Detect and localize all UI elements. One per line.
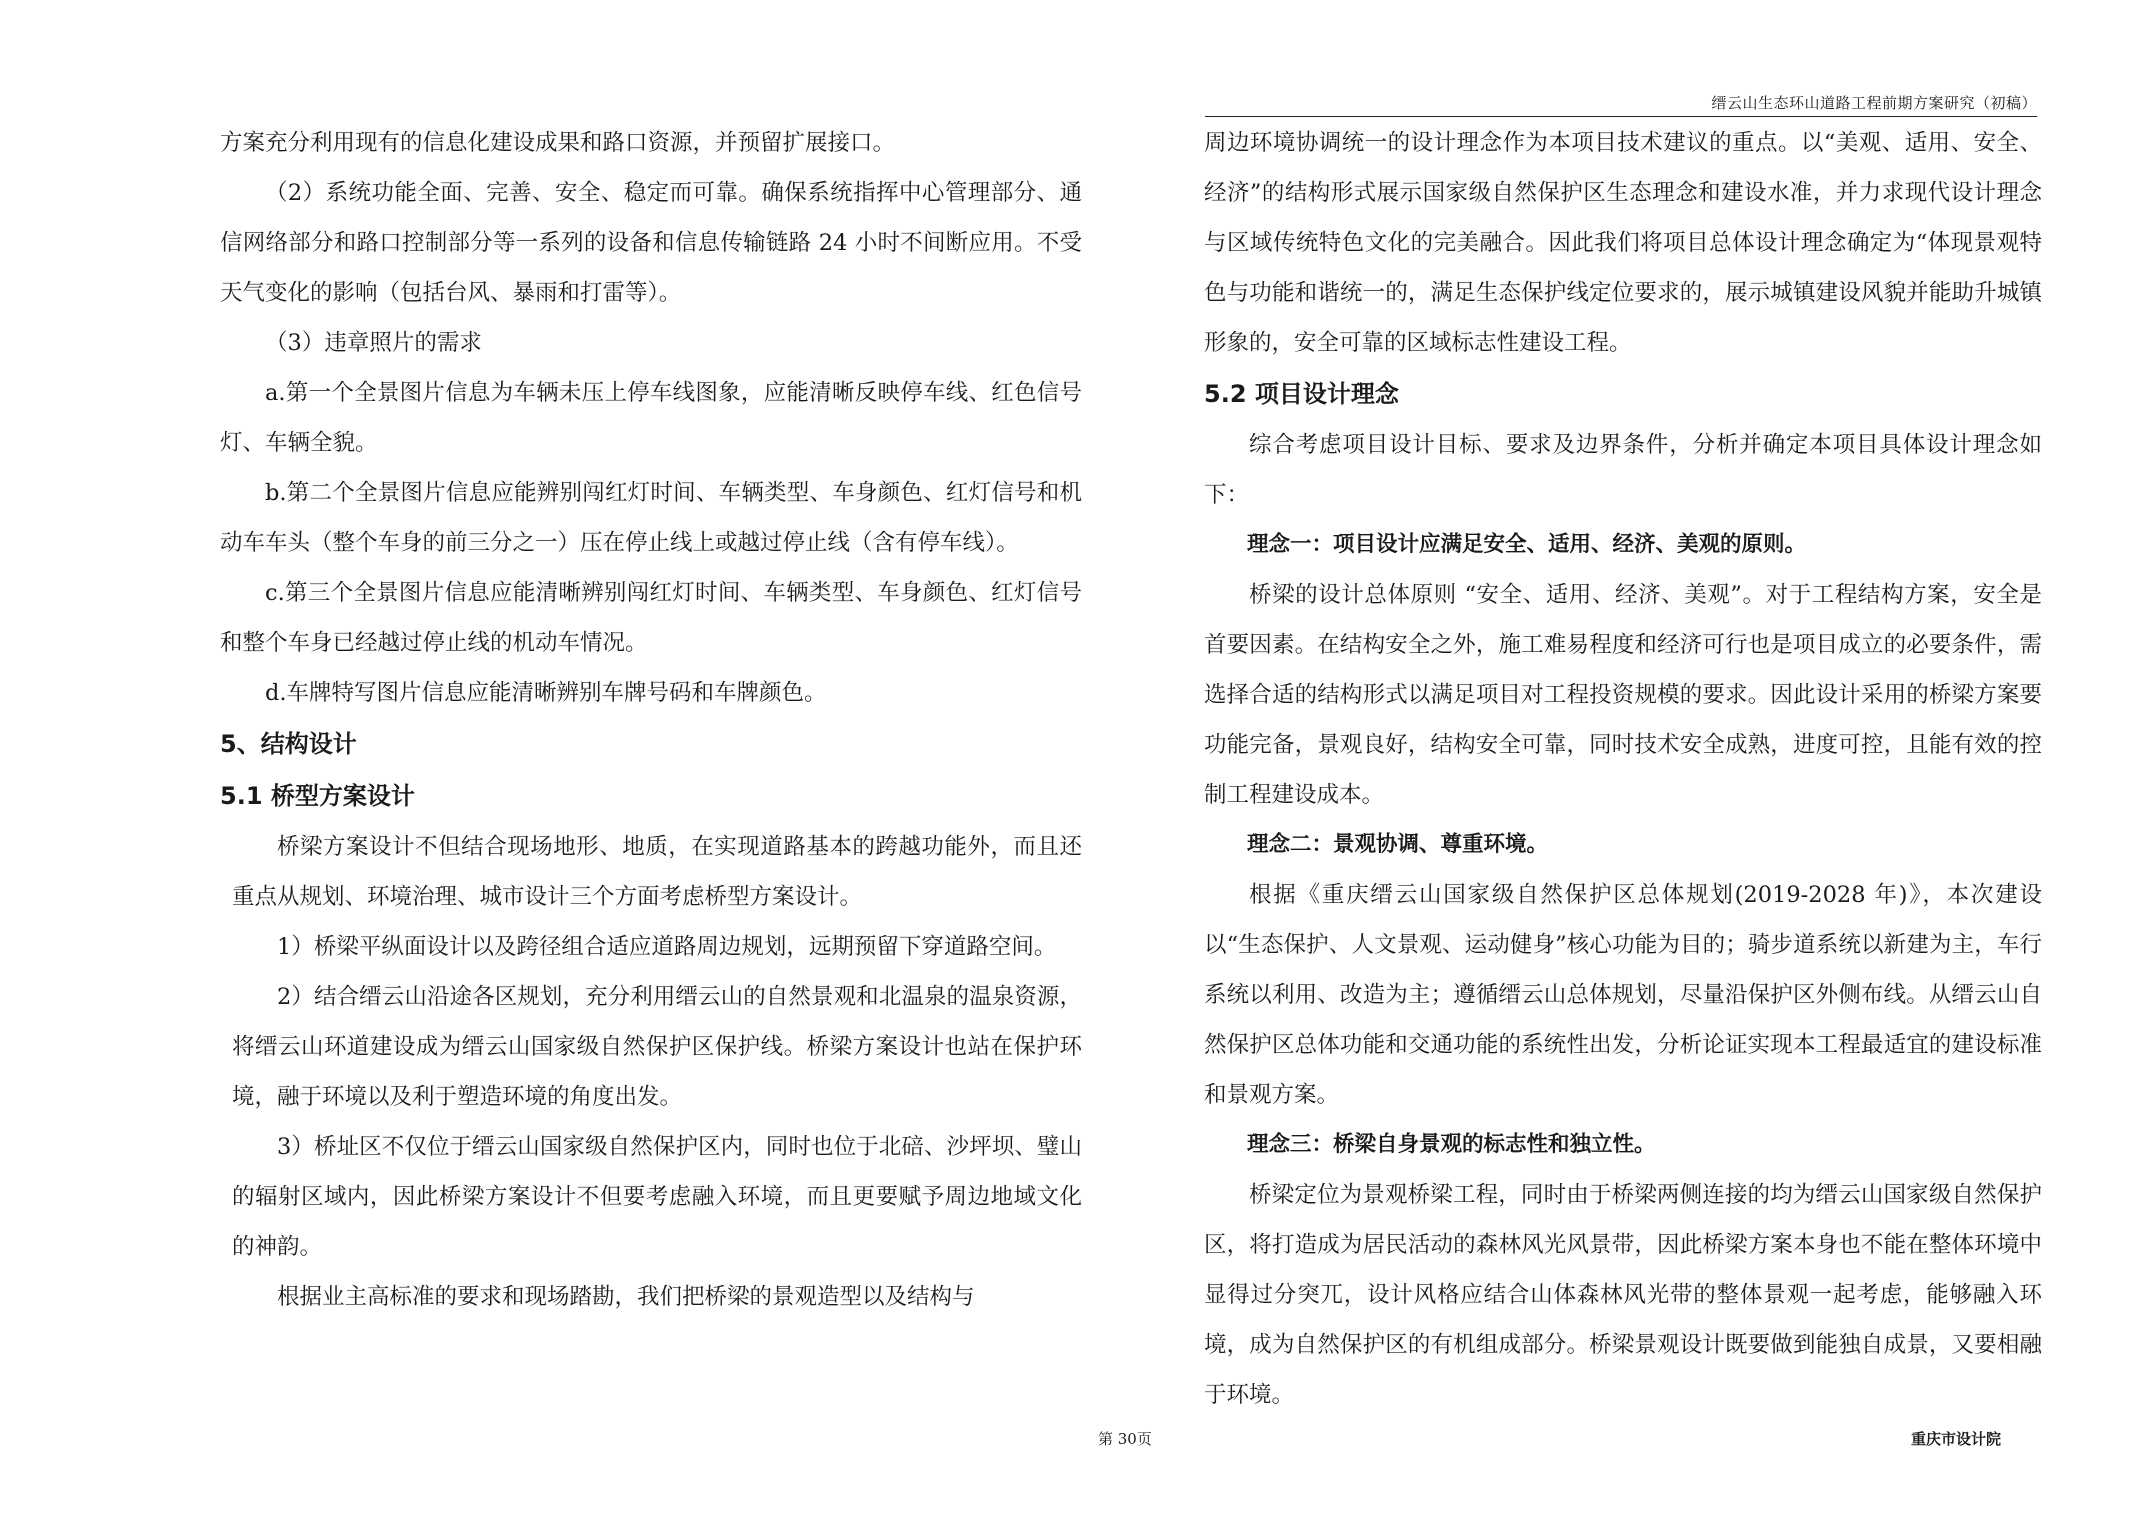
paragraph: b.第二个全景图片信息应能辨别闯红灯时间、车辆类型、车身颜色、红灯信号和机动车车头（整个车身的前三分之一）压在停止线上或越过停止线（含有停车线）。 [220, 480, 1082, 556]
paragraph: 周边环境协调统一的设计理念作为本项目技术建议的重点。以“美观、适用、安全、经济”的结构形式展示国家级自然保护区生态理念和建设水准，并力求现代设计理念与区域传统特色文化的完美融合。因此我们将项目总体设计理念确定为“体现景观特色与功能和谐统一的，满足生态保护线定位要求的，展示城镇建设风貌并能助升城镇形象的，安全可靠的区域标志性建设工程。 [1204, 130, 2042, 356]
paragraph: 桥梁定位为景观桥梁工程，同时由于桥梁两侧连接的均为缙云山国家级自然保护区，将打造成为居民活动的森林风光风景带，因此桥梁方案本身也不能在整体环境中显得过分突兀，设计风格应结合山体森林风光带的整体景观一起考虑，能够融入环境，成为自然保护区的有机组成部分。桥梁景观设计既要做到能独自成景，又要相融于环境。 [1204, 1182, 2042, 1408]
paragraph: 1）桥梁平纵面设计以及跨径组合适应道路周边规划，远期预留下穿道路空间。 [277, 934, 1057, 960]
institute-name: 重庆市设计院 [1910, 1430, 2001, 1448]
header-rule [1205, 116, 2037, 117]
paragraph: 方案充分利用现有的信息化建设成果和路口资源，并预留扩展接口。 [220, 130, 896, 156]
concept-heading: 理念一：项目设计应满足安全、适用、经济、美观的原则。 [1247, 532, 1807, 557]
subsection-heading: 5.1 桥型方案设计 [220, 782, 415, 810]
concept-heading: 理念二：景观协调、尊重环境。 [1247, 832, 1549, 857]
subsection-heading: 5.2 项目设计理念 [1204, 380, 1399, 408]
paragraph: （3）违章照片的需求 [265, 330, 482, 356]
paragraph: d.车牌特写图片信息应能清晰辨别车牌号码和车牌颜色。 [265, 680, 827, 706]
section-heading: 5、结构设计 [220, 730, 357, 758]
subsection-body [220, 822, 1082, 1322]
paragraph: 根据业主高标准的要求和现场踏勘，我们把桥梁的景观造型以及结构与 [277, 1284, 975, 1310]
paragraph: 综合考虑项目设计目标、要求及边界条件，分析并确定本项目具体设计理念如下： [1204, 432, 2042, 508]
paragraph: a.第一个全景图片信息为车辆未压上停车线图象，应能清晰反映停车线、红色信号灯、车辆全貌。 [220, 380, 1082, 456]
paragraph: 根据《重庆缙云山国家级自然保护区总体规划(2019-2028 年)》，本次建设以“生态保护、人文景观、运动健身”核心功能为目的；骑步道系统以新建为主，车行系统以利用、改造为主；遵循缙云山总体规划，尽量沿保护区外侧布线。从缙云山自然保护区总体功能和交通功能的系统性出发，分析论证实现本工程最适宜的建设标准和景观方案。 [1204, 882, 2042, 1108]
paragraph: （2）系统功能全面、完善、安全、稳定而可靠。确保系统指挥中心管理部分、通信网络部分和路口控制部分等一系列的设备和信息传输链路 24 小时不间断应用。不受天气变化的影响（包括台风、暴雨和打雷等）。 [220, 180, 1082, 306]
right-column [1204, 118, 2042, 1420]
paragraph: c.第三个全景图片信息应能清晰辨别闯红灯时间、车辆类型、车身颜色、红灯信号和整个车身已经越过停止线的机动车情况。 [220, 580, 1082, 656]
paragraph: 3）桥址区不仅位于缙云山国家级自然保护区内，同时也位于北碚、沙坪坝、璧山的辐射区域内，因此桥梁方案设计不但要考虑融入环境，而且更要赋予周边地域文化的神韵。 [232, 1134, 1082, 1260]
page-header-title: 缙云山生态环山道路工程前期方案研究（初稿） [1711, 94, 2037, 112]
paragraph: 桥梁的设计总体原则 “安全、适用、经济、美观”。对于工程结构方案，安全是首要因素。在结构安全之外，施工难易程度和经济可行也是项目成立的必要条件，需选择合适的结构形式以满足项目对工程投资规模的要求。因此设计采用的桥梁方案要功能完备，景观良好，结构安全可靠，同时技术安全成熟，进度可控，且能有效的控制工程建设成本。 [1204, 582, 2042, 808]
page-number: 第 30页 [1098, 1430, 1152, 1448]
paragraph: 2）结合缙云山沿途各区规划，充分利用缙云山的自然景观和北温泉的温泉资源，将缙云山环道建设成为缙云山国家级自然保护区保护线。桥梁方案设计也站在保护环境，融于环境以及利于塑造环境的角度出发。 [232, 984, 1082, 1110]
concept-heading: 理念三：桥梁自身景观的标志性和独立性。 [1247, 1132, 1656, 1157]
left-column [220, 118, 1082, 1322]
paragraph: 桥梁方案设计不但结合现场地形、地质，在实现道路基本的跨越功能外，而且还重点从规划、环境治理、城市设计三个方面考虑桥型方案设计。 [232, 834, 1082, 910]
